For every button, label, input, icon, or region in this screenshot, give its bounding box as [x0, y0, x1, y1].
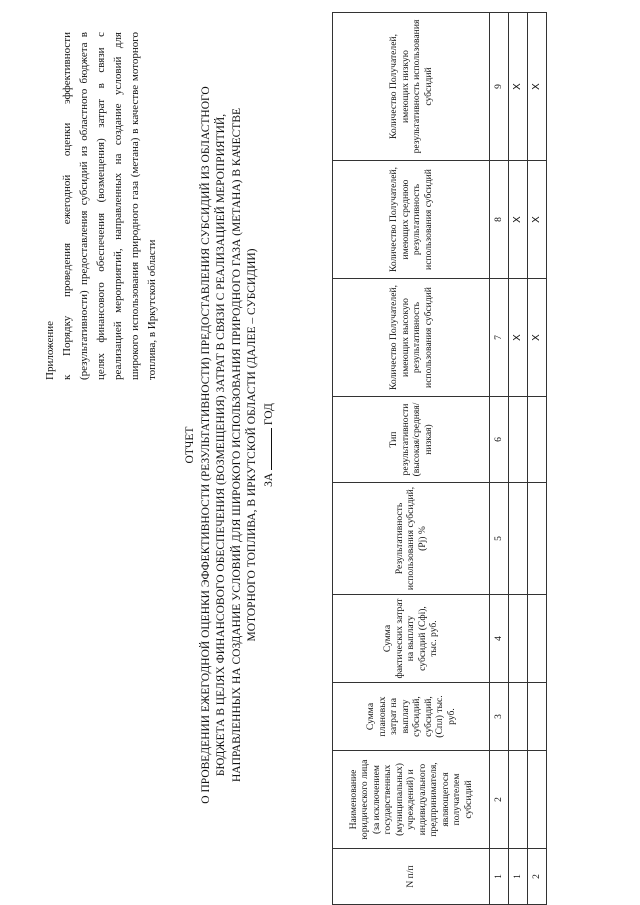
- table-cell: X: [509, 161, 528, 279]
- table-cell: X: [509, 279, 528, 397]
- table-cell: X: [528, 13, 547, 161]
- column-number: 7: [490, 279, 509, 397]
- year-prefix: ЗА: [262, 472, 275, 487]
- table-cell: [509, 751, 528, 849]
- table-cell: [528, 397, 547, 483]
- header-cell: Тип результативности (высокая/средняя/низкая): [333, 397, 490, 483]
- table-row: [528, 13, 547, 905]
- table-cell: 1: [509, 849, 528, 905]
- report-table: [332, 12, 547, 905]
- column-number: 2: [490, 751, 509, 849]
- column-number: 8: [490, 161, 509, 279]
- table-cell: [528, 483, 547, 595]
- header-cell: Сумма плановых затрат на выплату субсидий, субсидий, (Спл) тыс. руб.: [333, 683, 490, 751]
- year-blank: [261, 428, 272, 470]
- report-year-line: [261, 75, 278, 815]
- table-cell: X: [528, 161, 547, 279]
- header-cell: Количество Получателей, имеющих высокую результативность использования субсидий: [333, 279, 490, 397]
- year-suffix: ГОД: [262, 403, 275, 426]
- header-cell: N п/п: [333, 849, 490, 905]
- column-number: 5: [490, 483, 509, 595]
- column-number: 9: [490, 13, 509, 161]
- appendix-heading: Приложение: [44, 320, 56, 380]
- header-cell: Результативность использования субсидий, (Рj) %: [333, 483, 490, 595]
- report-heading: ОТЧЕТ: [184, 426, 196, 464]
- table-cell: [509, 483, 528, 595]
- table-cell: X: [509, 13, 528, 161]
- column-number: 3: [490, 683, 509, 751]
- table-cell: [528, 595, 547, 683]
- table-cell: [528, 751, 547, 849]
- header-cell: Наименование юридического лица (за исключением государственных (муниципальных) учреждений) и индивидуального предпринимателя, являющегося получателем субсидий: [333, 751, 490, 849]
- column-number: 4: [490, 595, 509, 683]
- report-title-text: О ПРОВЕДЕНИИ ЕЖЕГОДНОЙ ОЦЕНКИ ЭФФЕКТИВНОСТИ (РЕЗУЛЬТАТИВНОСТИ) ПРЕДОСТАВЛЕНИЯ СУБСИДИЙ ИЗ ОБЛАСТНОГО БЮДЖЕТА В ЦЕЛЯХ ФИНАНСОВОГО ОБЕСПЕЧЕНИЯ (ВОЗМЕЩЕНИЯ) ЗАТРАТ В СВЯЗИ С РЕАЛИЗАЦИЕЙ МЕРОПРИЯТИЙ, НАПРАВЛЕННЫХ НА СОЗДАНИЕ УСЛОВИЙ ДЛЯ ШИРОКОГО ИСПОЛЬЗОВАНИЯ ПРИРОДНОГО ГАЗА (МЕТАНА) В КАЧЕСТВЕ МОТОРНОГО ТОПЛИВА, В ИРКУТСКОЙ ОБЛАСТИ (ДАЛЕЕ – СУБСИДИИ): [199, 86, 258, 804]
- header-cell: Количество Получателей, имеющих низкую результативность использования субсидий: [333, 13, 490, 161]
- table-cell: [509, 595, 528, 683]
- header-row: [333, 13, 490, 905]
- header-cell: Количество Получателей, имеющих среднюю результативность использования субсидий: [333, 161, 490, 279]
- column-number-row: [490, 13, 509, 905]
- table-cell: [509, 683, 528, 751]
- appendix-text: к Порядку проведения ежегодной оценки эффективности (результативности) предоставления субсидий из областного бюджета в целях финансового обеспечения (возмещения) затрат в связи с реализацией мероприятий, направленных на создание условий для широкого использования природного газа (метана) в качестве моторного топлива, в Иркутской области: [61, 32, 158, 380]
- table-cell: X: [528, 279, 547, 397]
- table-cell: 2: [528, 849, 547, 905]
- table-cell: [528, 683, 547, 751]
- column-number: 6: [490, 397, 509, 483]
- column-number: 1: [490, 849, 509, 905]
- appendix-note: [42, 32, 161, 380]
- table-row: [509, 13, 528, 905]
- table-cell: [509, 397, 528, 483]
- header-cell: Сумма фактических затрат на выплату субсидий (Сфі), тыс. руб.: [333, 595, 490, 683]
- report-title: [183, 75, 277, 815]
